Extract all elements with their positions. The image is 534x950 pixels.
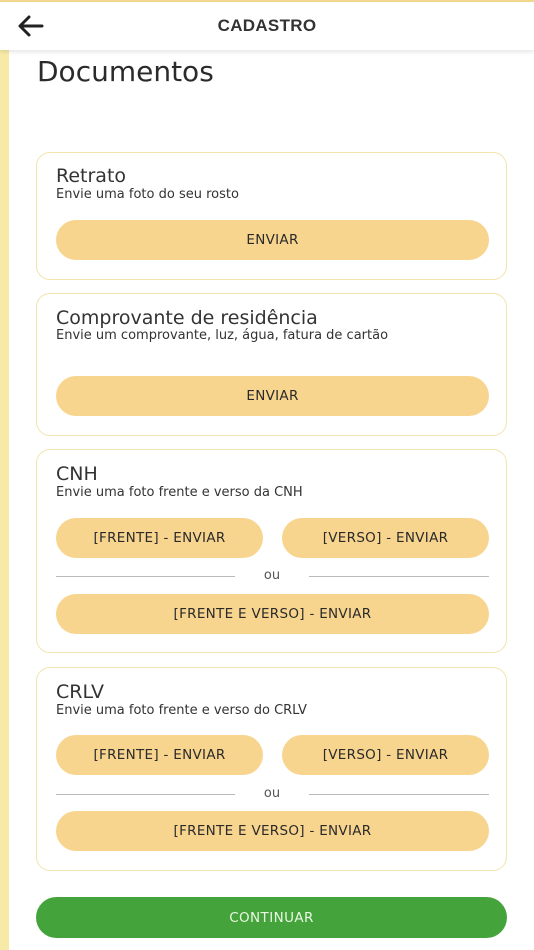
divider-right: [309, 794, 489, 795]
card-title: Comprovante de residência: [56, 307, 318, 329]
cnh-front-back-send-button[interactable]: [FRENTE E VERSO] - ENVIAR: [56, 594, 489, 634]
crlv-front-send-button[interactable]: [FRENTE] - ENVIAR: [56, 735, 263, 775]
cnh-front-send-button[interactable]: [FRENTE] - ENVIAR: [56, 518, 263, 558]
app-bar-title: CADASTRO: [217, 16, 317, 35]
comprovante-send-button[interactable]: ENVIAR: [56, 376, 489, 416]
crlv-front-back-send-button[interactable]: [FRENTE E VERSO] - ENVIAR: [56, 811, 489, 851]
card-subtitle: Envie uma foto frente e verso do CRLV: [56, 703, 307, 718]
page-title: Documentos: [37, 55, 214, 88]
cnh-back-send-button[interactable]: [VERSO] - ENVIAR: [282, 518, 489, 558]
retrato-send-button[interactable]: ENVIAR: [56, 220, 489, 260]
or-label: ou: [263, 786, 281, 801]
app-bar: [0, 2, 534, 50]
divider-left: [56, 576, 235, 577]
arrow-left-icon[interactable]: [16, 14, 44, 38]
crlv-back-send-button[interactable]: [VERSO] - ENVIAR: [282, 735, 489, 775]
card-subtitle: Envie um comprovante, luz, água, fatura de cartão: [56, 328, 389, 343]
or-label: ou: [263, 568, 281, 583]
card-cnh: [36, 449, 507, 653]
continue-button[interactable]: CONTINUAR: [36, 897, 507, 938]
card-retrato: [36, 152, 507, 280]
card-comprovante-residencia: [36, 293, 507, 436]
card-crlv: [36, 667, 507, 871]
card-title: Retrato: [56, 165, 127, 187]
card-subtitle: Envie uma foto do seu rosto: [56, 187, 239, 202]
left-accent-stripe: [0, 50, 9, 950]
card-subtitle: Envie uma foto frente e verso da CNH: [56, 485, 303, 500]
card-title: CNH: [56, 463, 98, 485]
divider-left: [56, 794, 235, 795]
divider-right: [309, 576, 489, 577]
card-title: CRLV: [56, 681, 104, 703]
